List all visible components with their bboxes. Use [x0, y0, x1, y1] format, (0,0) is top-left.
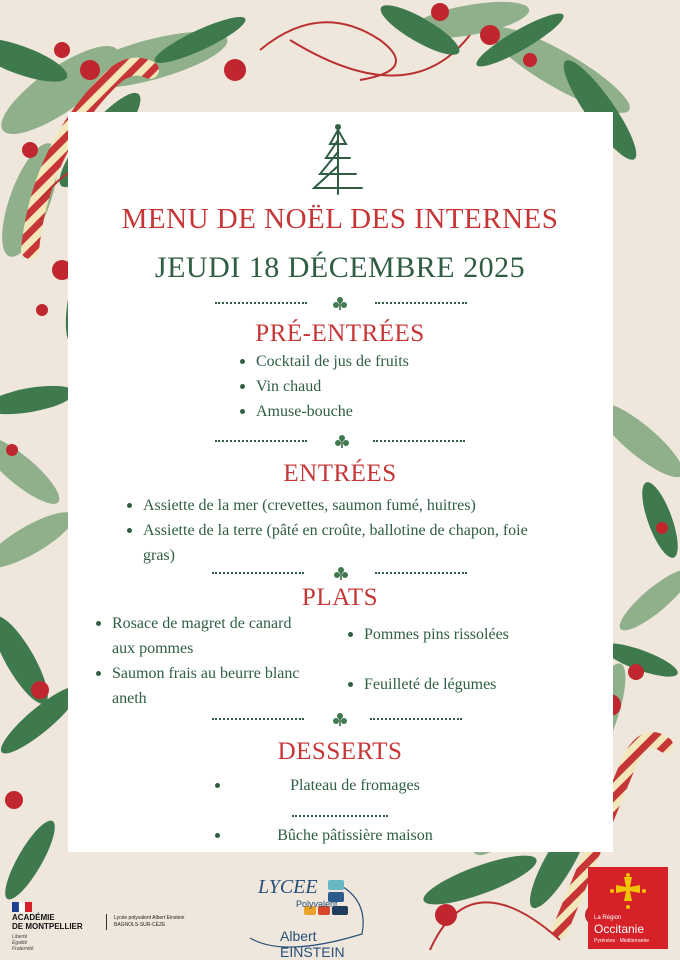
section-heading-entrees: ENTRÉES — [283, 460, 397, 487]
list-item-continuation: aneth — [112, 690, 147, 707]
christmas-tree-icon — [310, 122, 366, 196]
motto-text: Fraternité — [12, 946, 34, 952]
lycee-logo-subtitle: Polyvalent — [296, 899, 338, 909]
motto-text: Liberté — [12, 934, 28, 940]
list-item: Plateau de fromages — [230, 773, 480, 798]
lycee-logo-name: Albert EINSTEIN — [280, 928, 345, 960]
academie-name: DE MONTPELLIER — [12, 922, 83, 931]
list-item: Pommes pins rissolées — [364, 622, 509, 647]
section-separator — [0, 296, 680, 310]
list-item: Vin chaud — [256, 374, 321, 399]
menu-date: JEUDI 18 DÉCEMBRE 2025 — [154, 251, 526, 284]
list-item: Bûche pâtissière maison — [230, 823, 480, 848]
list-item: Saumon frais au beurre blanc — [112, 661, 299, 686]
academie-name: ACADÉMIE — [12, 913, 55, 922]
section-separator — [0, 434, 680, 448]
list-item: Feuilleté de légumes — [364, 672, 496, 697]
region-logo — [588, 867, 668, 949]
list-item: Rosace de magret de canard — [112, 611, 291, 636]
section-heading-plats: PLATS — [301, 584, 379, 611]
menu-title: MENU DE NOËL DES INTERNES — [121, 203, 559, 235]
lycee-logo — [244, 868, 369, 960]
sprig-icon — [333, 566, 349, 580]
section-heading-pre-entrees: PRÉ-ENTRÉES — [255, 320, 425, 347]
list-item: Assiette de la mer (crevettes, saumon fumé, huitres) — [143, 493, 476, 518]
list-item: Cocktail de jus de fruits — [256, 349, 409, 374]
list-item: Amuse-bouche — [256, 399, 353, 424]
region-subtitle: Pyrénées · Méditerranée — [594, 938, 650, 944]
occitan-cross-icon — [610, 873, 646, 909]
region-label: La Région — [594, 915, 622, 921]
lycee-city: BAGNOLS-SUR-CÈZE — [114, 922, 166, 928]
sprig-icon — [332, 712, 348, 726]
sprig-icon — [334, 434, 350, 448]
list-item-continuation: gras) — [143, 547, 175, 564]
dessert-separator — [292, 815, 388, 817]
section-heading-desserts: DESSERTS — [277, 738, 403, 765]
list-item-continuation: aux pommes — [112, 640, 194, 657]
lycee-logo-title: LYCEE — [258, 876, 318, 898]
list-item: Assiette de la terre (pâté en croûte, ballotine de chapon, foie — [143, 518, 528, 543]
motto-text: Égalité — [12, 940, 28, 946]
marianne-icon — [12, 902, 32, 912]
region-name: Occitanie — [594, 922, 645, 936]
sprig-icon — [332, 296, 348, 310]
lycee-name: Lycée polyvalent Albert Einstein — [114, 915, 185, 921]
section-separator — [0, 566, 680, 580]
section-separator — [0, 712, 680, 726]
academie-logo — [6, 900, 196, 952]
